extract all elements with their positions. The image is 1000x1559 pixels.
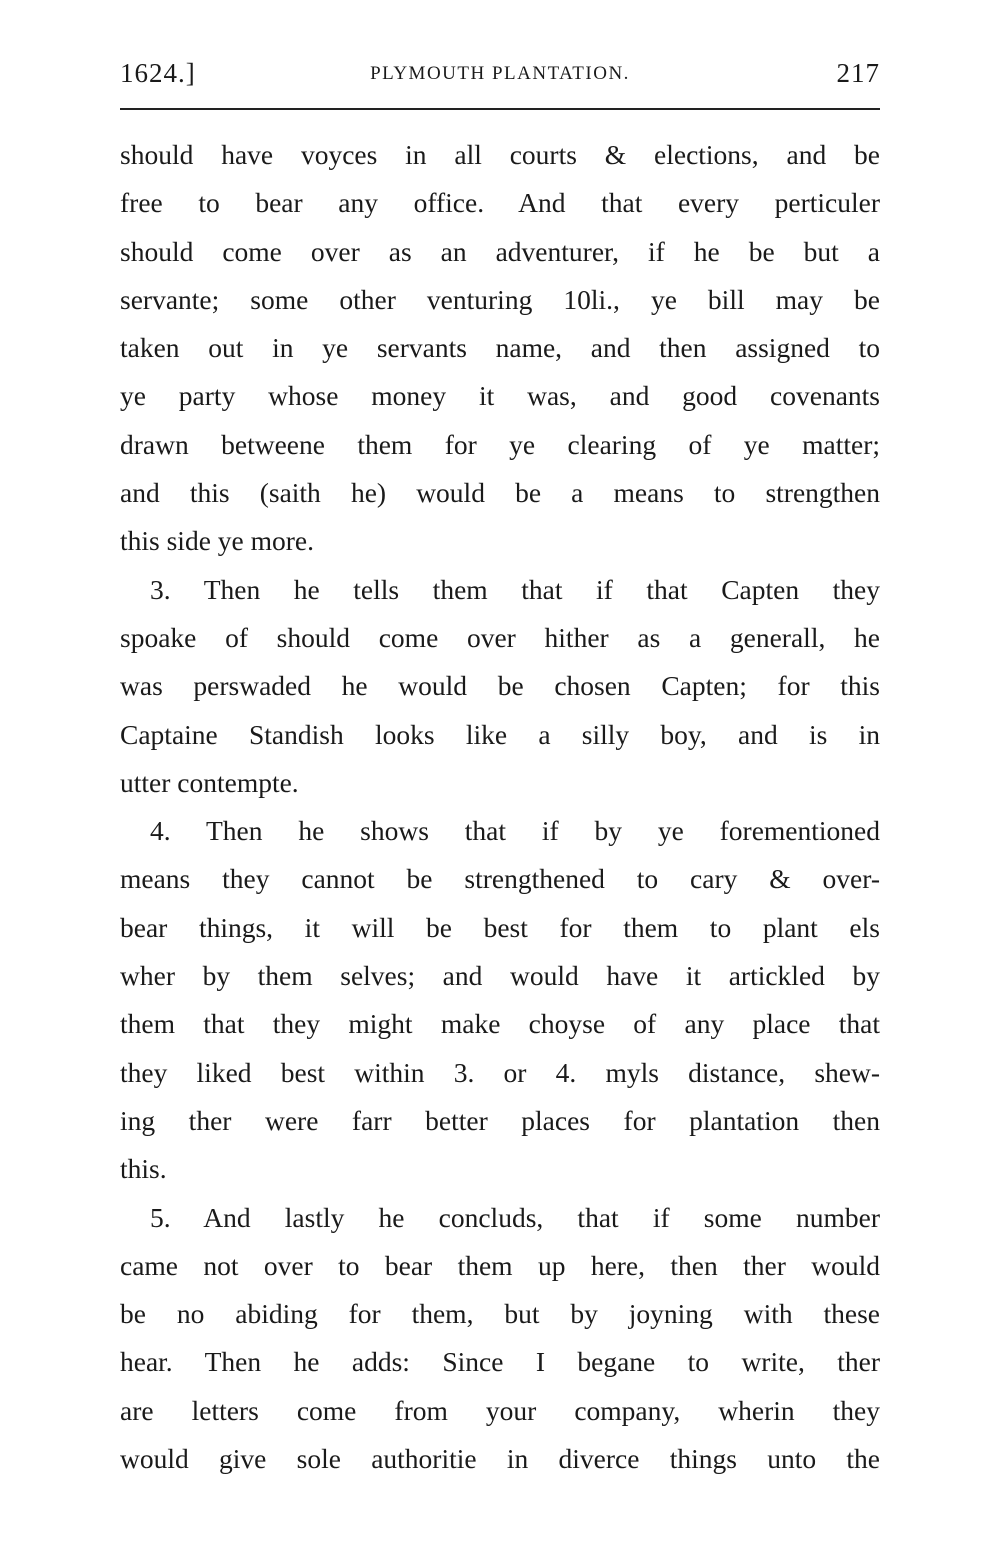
text-line: this. <box>120 1153 167 1185</box>
text-line: wher by them selves; and would have it artickled by <box>120 960 880 992</box>
body-text <box>120 131 880 1483</box>
text-line: drawn betweene them for ye clearing of ye matter; <box>120 428 880 460</box>
running-head-year: 1624.] <box>120 58 196 88</box>
text-line: came not over to bear them up here, then ther would <box>120 1249 880 1281</box>
paragraph-3-start: 3. Then he tells them that if that Capten they <box>150 573 880 605</box>
text-line: should come over as an adventurer, if he be but a <box>120 235 880 267</box>
running-head <box>120 58 880 94</box>
text-line: them that they might make choyse of any place that <box>120 1008 880 1040</box>
text-line: free to bear any office. And that every perticuler <box>120 187 880 219</box>
paragraph-4-start: 4. Then he shows that if by ye forementioned <box>150 815 880 847</box>
text-line: ing ther were farr better places for plantation then <box>120 1104 880 1136</box>
paragraph-5-start: 5. And lastly he concluds, that if some number <box>150 1201 880 1233</box>
text-line: this side ye more. <box>120 525 314 557</box>
text-line: ye party whose money it was, and good covenants <box>120 380 880 412</box>
header-rule <box>120 108 880 110</box>
text-line: and this (saith he) would be a means to strengthen <box>120 477 880 509</box>
text-line: was perswaded he would be chosen Capten; for this <box>120 670 880 702</box>
text-line: bear things, it will be best for them to plant els <box>120 911 880 943</box>
text-line: spoake of should come over hither as a generall, he <box>120 621 880 653</box>
text-line: taken out in ye servants name, and then assigned to <box>120 332 880 364</box>
text-line: are letters come from your company, wherin they <box>120 1394 880 1426</box>
running-head-title: PLYMOUTH PLANTATION. <box>370 63 630 84</box>
text-line: utter contempte. <box>120 766 299 798</box>
text-line: would give sole authoritie in diverce things unto the <box>120 1443 880 1475</box>
text-line: should have voyces in all courts & elections, and be <box>120 139 880 170</box>
text-line: means they cannot be strengthened to cary & over- <box>120 863 880 895</box>
text-line: hear. Then he adds: Since I begane to write, ther <box>120 1346 880 1378</box>
text-line: be no abiding for them, but by joyning with these <box>120 1298 880 1330</box>
text-line: Captaine Standish looks like a silly boy, and is in <box>120 718 880 750</box>
page-number: 217 <box>836 58 880 88</box>
text-line: servante; some other venturing 10li., ye bill may be <box>120 283 880 315</box>
text-line: they liked best within 3. or 4. myls distance, shew- <box>120 1056 880 1088</box>
